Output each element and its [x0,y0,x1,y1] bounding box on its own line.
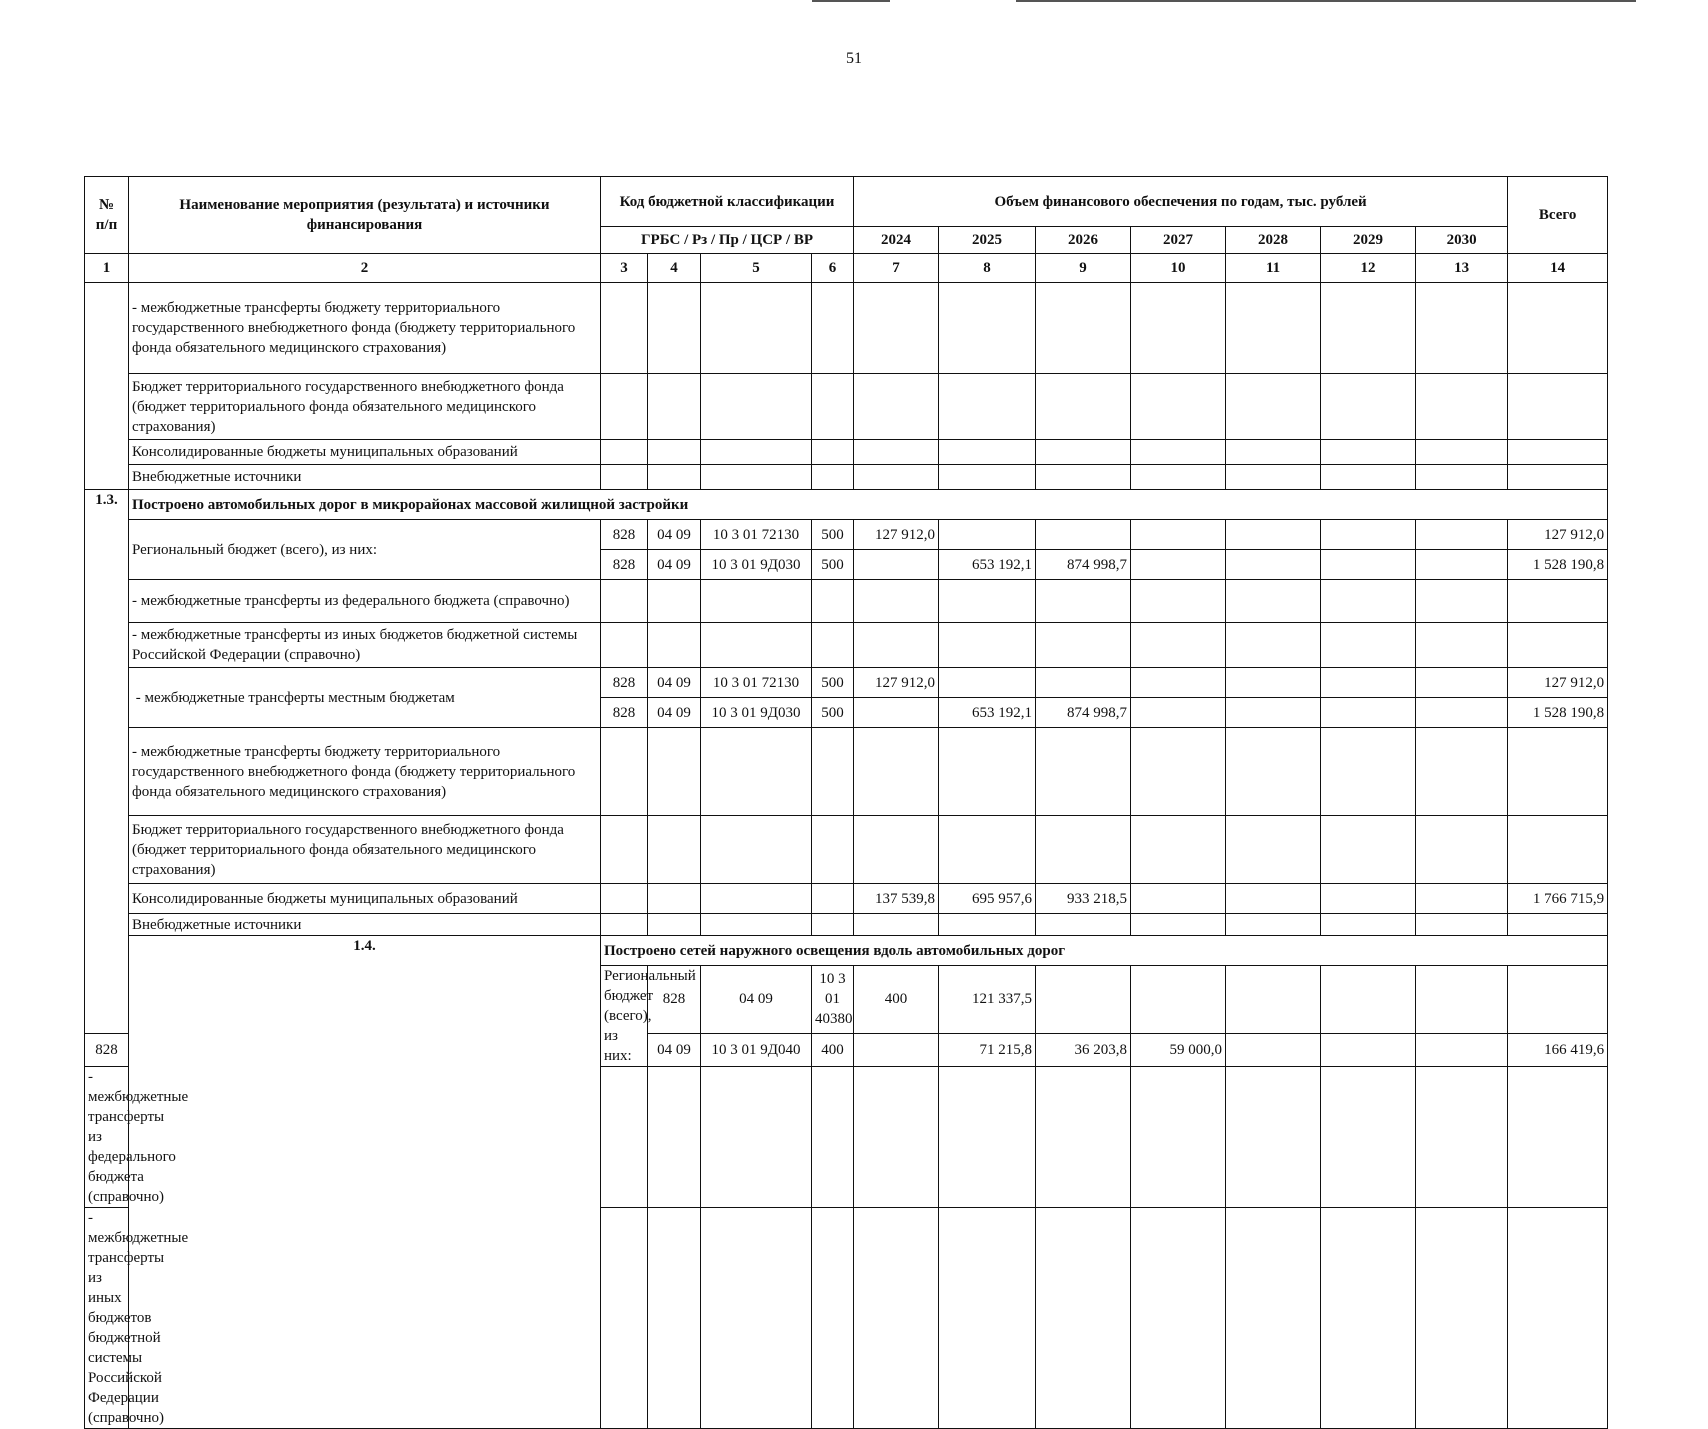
value-2024: 127 912,0 [854,668,939,698]
rz-pr-cell: 04 09 [648,550,701,580]
value-2024: 127 912,0 [854,520,939,550]
section-number: 1.3. [85,490,129,1034]
row-label: Внебюджетные источники [129,465,601,490]
column-number: 5 [701,254,812,283]
value-2026: 933 218,5 [1036,884,1131,914]
table-row [85,816,1608,884]
table-row [85,580,1608,623]
value-2025: 695 957,6 [939,884,1036,914]
vr-cell: 500 [812,520,854,550]
table-row [85,623,1608,668]
header-year: 2026 [1036,227,1131,254]
column-number: 13 [1416,254,1508,283]
rz-pr-cell: 04 09 [648,1033,701,1066]
table-row [85,668,1608,698]
value-2026: 874 998,7 [1036,550,1131,580]
value-2026: 874 998,7 [1036,698,1131,728]
header-code-sub: ГРБС / Рз / Пр / ЦСР / ВР [601,227,854,254]
table-row [85,884,1608,914]
column-number: 10 [1131,254,1226,283]
row-label: Региональный бюджет (всего), из них: [129,520,601,580]
header-year: 2024 [854,227,939,254]
section-title: Построено сетей наружного освещения вдоль автомобильных дорог [601,936,1608,966]
header-year: 2025 [939,227,1036,254]
header-name: Наименование мероприятия (результата) и источники финансирования [129,177,601,254]
value-2024: 121 337,5 [939,966,1036,1034]
row-label: - межбюджетные трансферты бюджету территориального государственного внебюджетного фонда (бюджету территориального фонда обязательного медицинского страхования) [129,283,601,374]
total-cell: 166 419,6 [1508,1033,1608,1066]
grbs-cell: 828 [601,698,648,728]
section-row [85,490,1608,520]
column-number: 8 [939,254,1036,283]
rz-pr-cell: 04 09 [701,966,812,1034]
row-label: - межбюджетные трансферты из федерального бюджета (справочно) [85,1067,129,1208]
header-num: № п/п [85,177,129,254]
row-label: Консолидированные бюджеты муниципальных образований [129,440,601,465]
csr-cell: 10 3 01 72130 [701,520,812,550]
grbs-cell: 828 [601,668,648,698]
header-year: 2029 [1321,227,1416,254]
scan-edge-line [812,0,890,2]
page-number: 51 [846,50,862,67]
csr-cell: 10 3 01 9Д030 [701,550,812,580]
column-number: 4 [648,254,701,283]
vr-cell: 400 [854,966,939,1034]
table-row [85,283,1608,374]
value-2025: 71 215,8 [939,1033,1036,1066]
grbs-cell: 828 [601,520,648,550]
grbs-cell: 828 [648,966,701,1034]
value-2027: 59 000,0 [1131,1033,1226,1066]
scan-edge-line [1016,0,1636,2]
num-cell-empty [85,283,129,490]
total-cell: 127 912,0 [1508,668,1608,698]
header-year: 2028 [1226,227,1321,254]
table-row [85,728,1608,816]
column-number: 1 [85,254,129,283]
value-2024: 137 539,8 [854,884,939,914]
vr-cell: 500 [812,550,854,580]
section-row [85,936,1608,966]
value-2025: 653 192,1 [939,550,1036,580]
rz-pr-cell: 04 09 [648,668,701,698]
budget-table [84,176,1608,1429]
row-label: Консолидированные бюджеты муниципальных образований [129,884,601,914]
row-label: - межбюджетные трансферты из иных бюджетов бюджетной системы Российской Федерации (справочно) [85,1208,129,1429]
csr-cell: 10 3 01 9Д040 [701,1033,812,1066]
total-cell: 1 528 190,8 [1508,550,1608,580]
column-number: 7 [854,254,939,283]
column-number: 12 [1321,254,1416,283]
csr-cell: 10 3 01 9Д030 [701,698,812,728]
table-row [85,374,1608,440]
column-number: 6 [812,254,854,283]
table-row [85,520,1608,550]
vr-cell: 500 [812,698,854,728]
column-number: 14 [1508,254,1608,283]
csr-cell: 10 3 01 40380 [812,966,854,1034]
rz-pr-cell: 04 09 [648,698,701,728]
vr-cell: 400 [812,1033,854,1066]
value-2026: 36 203,8 [1036,1033,1131,1066]
header-year: 2027 [1131,227,1226,254]
rz-pr-cell: 04 09 [648,520,701,550]
grbs-cell: 828 [85,1033,129,1066]
grbs-cell: 828 [601,550,648,580]
column-numbers-row [85,254,1608,283]
table-row [85,465,1608,490]
table-row [85,440,1608,465]
header-row [85,177,1608,227]
column-number: 3 [601,254,648,283]
row-label: Региональный бюджет (всего), из них: [601,966,648,1067]
table-row [85,914,1608,936]
section-number: 1.4. [129,936,601,1429]
column-number: 11 [1226,254,1321,283]
header-volume: Объем финансового обеспечения по годам, тыс. рублей [854,177,1508,227]
value-2025: 653 192,1 [939,698,1036,728]
total-cell: 127 912,0 [1508,520,1608,550]
column-number: 2 [129,254,601,283]
total-cell: 1 766 715,9 [1508,884,1608,914]
csr-cell: 10 3 01 72130 [701,668,812,698]
row-label: - межбюджетные трансферты местным бюджетам [129,668,601,728]
row-label: - межбюджетные трансферты бюджету территориального государственного внебюджетного фонда (бюджету территориального фонда обязательного медицинского страхования) [129,728,601,816]
header-year: 2030 [1416,227,1508,254]
row-label: Бюджет территориального государственного внебюджетного фонда (бюджет территориального фонда обязательного медицинского страхования) [129,816,601,884]
row-label: - межбюджетные трансферты из иных бюджетов бюджетной системы Российской Федерации (справочно) [129,623,601,668]
total-cell: 1 528 190,8 [1508,698,1608,728]
section-title: Построено автомобильных дорог в микрорайонах массовой жилищной застройки [129,490,1608,520]
column-number: 9 [1036,254,1131,283]
header-code: Код бюджетной классификации [601,177,854,227]
row-label: - межбюджетные трансферты из федерального бюджета (справочно) [129,580,601,623]
row-label: Внебюджетные источники [129,914,601,936]
row-label: Бюджет территориального государственного внебюджетного фонда (бюджет территориального фонда обязательного медицинского страхования) [129,374,601,440]
vr-cell: 500 [812,668,854,698]
header-total: Всего [1508,177,1608,254]
